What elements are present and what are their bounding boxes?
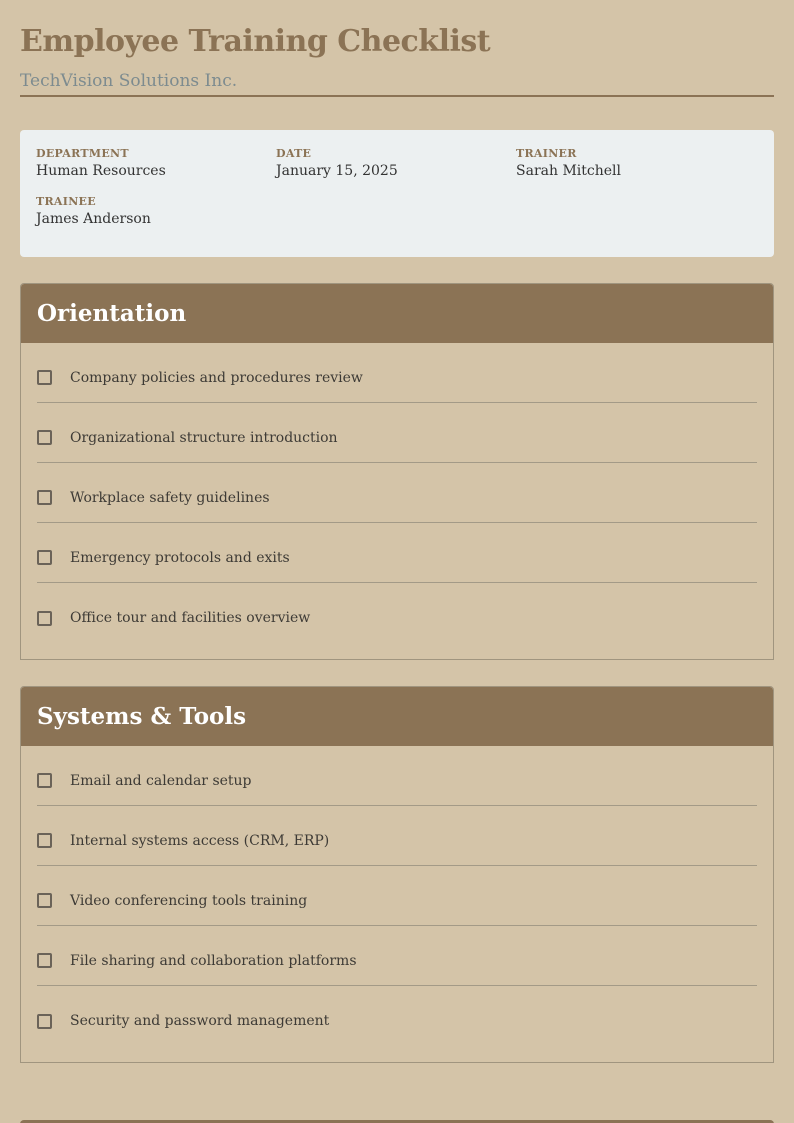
checklist-items <box>21 343 773 643</box>
checklist-item[interactable] <box>37 866 757 926</box>
checklist-item[interactable] <box>37 986 757 1046</box>
checkbox-icon[interactable] <box>37 430 52 445</box>
trainee-label: TRAINEE <box>36 195 96 208</box>
checklist-item[interactable] <box>37 583 757 643</box>
trainer-value: Sarah Mitchell <box>516 163 621 179</box>
section-header <box>21 687 773 746</box>
item-label: File sharing and collaboration platforms <box>70 952 357 969</box>
date-label: DATE <box>276 147 312 160</box>
checklist-item[interactable] <box>37 403 757 463</box>
checkbox-icon[interactable] <box>37 1014 52 1029</box>
item-label: Workplace safety guidelines <box>70 489 270 506</box>
section-padding <box>21 1046 773 1062</box>
checkbox-icon[interactable] <box>37 833 52 848</box>
trainee-value: James Anderson <box>36 211 151 227</box>
item-label: Organizational structure introduction <box>70 429 338 446</box>
section-systems-tools <box>20 686 774 1063</box>
item-label: Video conferencing tools training <box>70 892 308 909</box>
checklist-item[interactable] <box>37 926 757 986</box>
section-title: Orientation <box>37 299 187 327</box>
checklist-item[interactable] <box>37 523 757 583</box>
section-orientation <box>20 283 774 660</box>
checkbox-icon[interactable] <box>37 953 52 968</box>
date-value: January 15, 2025 <box>276 163 398 179</box>
item-label: Emergency protocols and exits <box>70 549 290 566</box>
checkbox-icon[interactable] <box>37 550 52 565</box>
department-label: DEPARTMENT <box>36 147 129 160</box>
checklist-item[interactable] <box>37 463 757 523</box>
department-field <box>36 146 276 194</box>
section-header <box>21 284 773 343</box>
item-label: Company policies and procedures review <box>70 369 363 386</box>
trainer-field <box>516 146 756 194</box>
section-padding <box>21 643 773 659</box>
department-value: Human Resources <box>36 163 166 179</box>
checkbox-icon[interactable] <box>37 611 52 626</box>
item-label: Office tour and facilities overview <box>70 610 311 626</box>
checkbox-icon[interactable] <box>37 490 52 505</box>
info-panel <box>20 130 774 257</box>
company-name: TechVision Solutions Inc. <box>20 71 238 91</box>
checkbox-icon[interactable] <box>37 893 52 908</box>
section-title: Systems & Tools <box>37 702 247 730</box>
trainer-label: TRAINER <box>516 147 577 160</box>
trainee-field <box>36 194 276 242</box>
checklist-item[interactable] <box>37 343 757 403</box>
document-header <box>20 0 774 97</box>
page-title: Employee Training Checklist <box>20 24 491 59</box>
checklist-item[interactable] <box>37 806 757 866</box>
checkbox-icon[interactable] <box>37 370 52 385</box>
checklist-items <box>21 746 773 1046</box>
checkbox-icon[interactable] <box>37 773 52 788</box>
item-label: Internal systems access (CRM, ERP) <box>70 832 330 849</box>
item-label: Security and password management <box>70 1013 330 1029</box>
date-field <box>276 146 516 194</box>
checklist-item[interactable] <box>37 746 757 806</box>
item-label: Email and calendar setup <box>70 772 252 789</box>
